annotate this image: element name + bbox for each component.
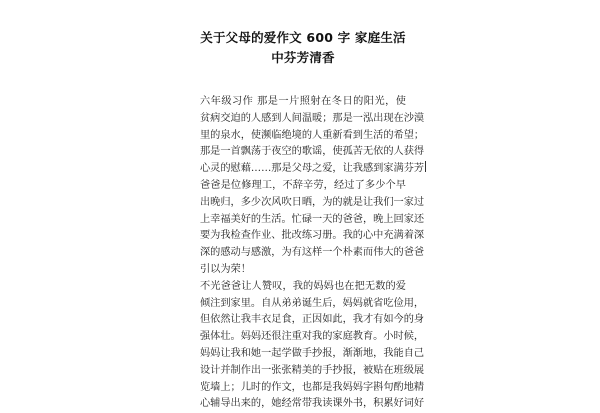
paragraph-line: 里的泉水，使濒临绝境的人重新看到生活的希望； bbox=[200, 129, 425, 141]
paragraph-line: 倾注到家里。自从弟弟诞生后，妈妈就省吃俭用， bbox=[200, 297, 425, 309]
paragraph-line: 强体壮。妈妈还很注重对我的家庭教育。小时候， bbox=[200, 331, 425, 343]
paragraph-1 bbox=[200, 94, 425, 178]
paragraph-line-text: 心灵的慰藉……那是父母之爱，让我感到家满芬芳 bbox=[200, 163, 425, 175]
paragraph-line: 览墙上；儿时的作文，也都是我妈妈字斟句酌地精 bbox=[200, 381, 425, 393]
paragraph-2 bbox=[200, 178, 425, 279]
document-title-line-1: 关于父母的爱作文 600 字 家庭生活 bbox=[200, 30, 406, 45]
paragraph-line: 贫病交迫的人感到人间温暖；那是一泓出现在沙漠 bbox=[200, 112, 425, 124]
paragraph-line: 但依然让我丰衣足食，正因如此，我才有如今的身 bbox=[200, 314, 425, 326]
paragraph-line: 要为我检查作业、批改练习册。我的心中充满着深 bbox=[200, 230, 425, 242]
paragraph-line: 设计并制作出一张张精美的手抄报，被贴在班级展 bbox=[200, 364, 425, 376]
paragraph-line: 出晚归，多少次风吹日晒，为的就是让我们一家过 bbox=[200, 196, 425, 208]
paragraph-3 bbox=[200, 279, 425, 413]
paragraph-line-with-cursor bbox=[200, 161, 425, 178]
paragraph-line: 不光爸爸让人赞叹，我的妈妈也在把无数的爱 bbox=[200, 280, 406, 292]
paragraph-line: 爸爸是位修理工，不辞辛劳，经过了多少个早 bbox=[200, 179, 406, 191]
title-spacing bbox=[200, 68, 406, 94]
paragraph-line: 心辅导出来的，她经常带我读课外书，积累好词好 bbox=[200, 398, 425, 410]
text-cursor-icon bbox=[425, 161, 426, 172]
document-body bbox=[200, 28, 425, 413]
paragraph-line: 六年级习作 那是一片照射在冬日的阳光，使 bbox=[200, 96, 406, 107]
paragraph-line: 引以为荣！ bbox=[200, 263, 251, 275]
paragraph-line: 上幸福美好的生活。忙碌一天的爸爸，晚上回家还 bbox=[200, 213, 425, 225]
paragraph-line: 那是一首飘荡于夜空的歌谣，使孤苦无依的人获得 bbox=[200, 146, 425, 158]
document-title-line-2: 中芬芳清香 bbox=[271, 50, 335, 65]
paragraph-line: 妈妈让我和她一起学做手抄报，渐渐地，我能自己 bbox=[200, 347, 425, 359]
paragraph-line: 深的感动与感激，为有这样一个朴素而伟大的爸爸 bbox=[200, 247, 425, 259]
